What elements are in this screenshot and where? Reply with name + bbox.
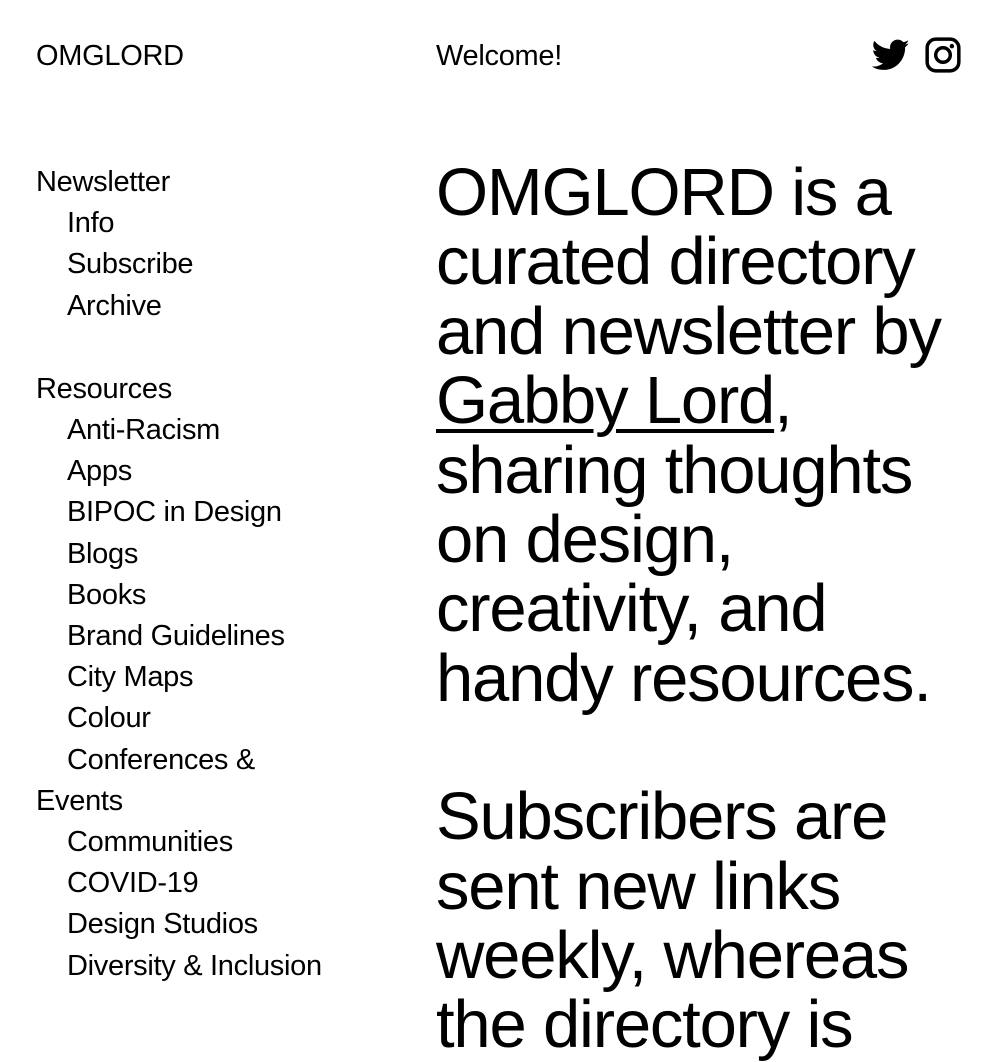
nav-item-city-maps[interactable]: City Maps xyxy=(67,661,194,694)
sidebar-nav xyxy=(36,162,336,987)
nav-heading-resources[interactable]: Resources xyxy=(36,372,172,405)
welcome-text: Welcome! xyxy=(436,40,562,72)
nav-item-apps[interactable]: Apps xyxy=(67,455,132,488)
subscribers-paragraph: Subscribers are sent new links weekly, whereas the directory is xyxy=(436,779,909,1062)
instagram-icon xyxy=(924,36,962,74)
nav-item-brand-guidelines[interactable]: Brand Guidelines xyxy=(67,620,285,653)
nav-item-design-studios[interactable]: Design Studios xyxy=(67,908,258,941)
nav-item-bipoc-in-design[interactable]: BIPOC in Design xyxy=(67,496,282,529)
nav-item-info[interactable]: Info xyxy=(67,207,115,240)
main-content xyxy=(436,155,976,1062)
nav-item-blogs[interactable]: Blogs xyxy=(67,537,139,570)
nav-section-newsletter xyxy=(36,162,336,327)
nav-item-conferences-events[interactable]: Conferences & Events xyxy=(36,743,255,817)
intro-text-before: OMGLORD is a curated directory and newsletter by xyxy=(436,155,941,369)
nav-item-communities[interactable]: Communities xyxy=(67,826,233,859)
instagram-link[interactable] xyxy=(924,36,962,74)
author-link[interactable]: Gabby Lord xyxy=(436,363,775,439)
nav-list-newsletter xyxy=(36,203,336,327)
nav-item-books[interactable]: Books xyxy=(67,578,147,611)
nav-heading-newsletter[interactable]: Newsletter xyxy=(36,166,170,198)
intro-paragraph xyxy=(436,155,976,716)
nav-item-anti-racism[interactable]: Anti-Racism xyxy=(67,414,220,447)
nav-item-covid-19[interactable]: COVID-19 xyxy=(67,867,199,900)
nav-list-resources xyxy=(36,410,336,987)
site-logo[interactable]: OMGLORD xyxy=(36,40,184,72)
nav-item-archive[interactable]: Archive xyxy=(67,289,162,322)
intro-text-after: , sharing thoughts on design, creativity, and handy resources. xyxy=(436,363,931,716)
social-links xyxy=(872,36,962,74)
twitter-link[interactable] xyxy=(872,36,910,74)
nav-item-subscribe[interactable]: Subscribe xyxy=(67,248,194,281)
twitter-icon xyxy=(872,36,910,74)
nav-item-colour[interactable]: Colour xyxy=(67,702,151,735)
nav-section-resources xyxy=(36,369,336,987)
nav-item-diversity-inclusion[interactable]: Diversity & Inclusion xyxy=(67,949,322,982)
